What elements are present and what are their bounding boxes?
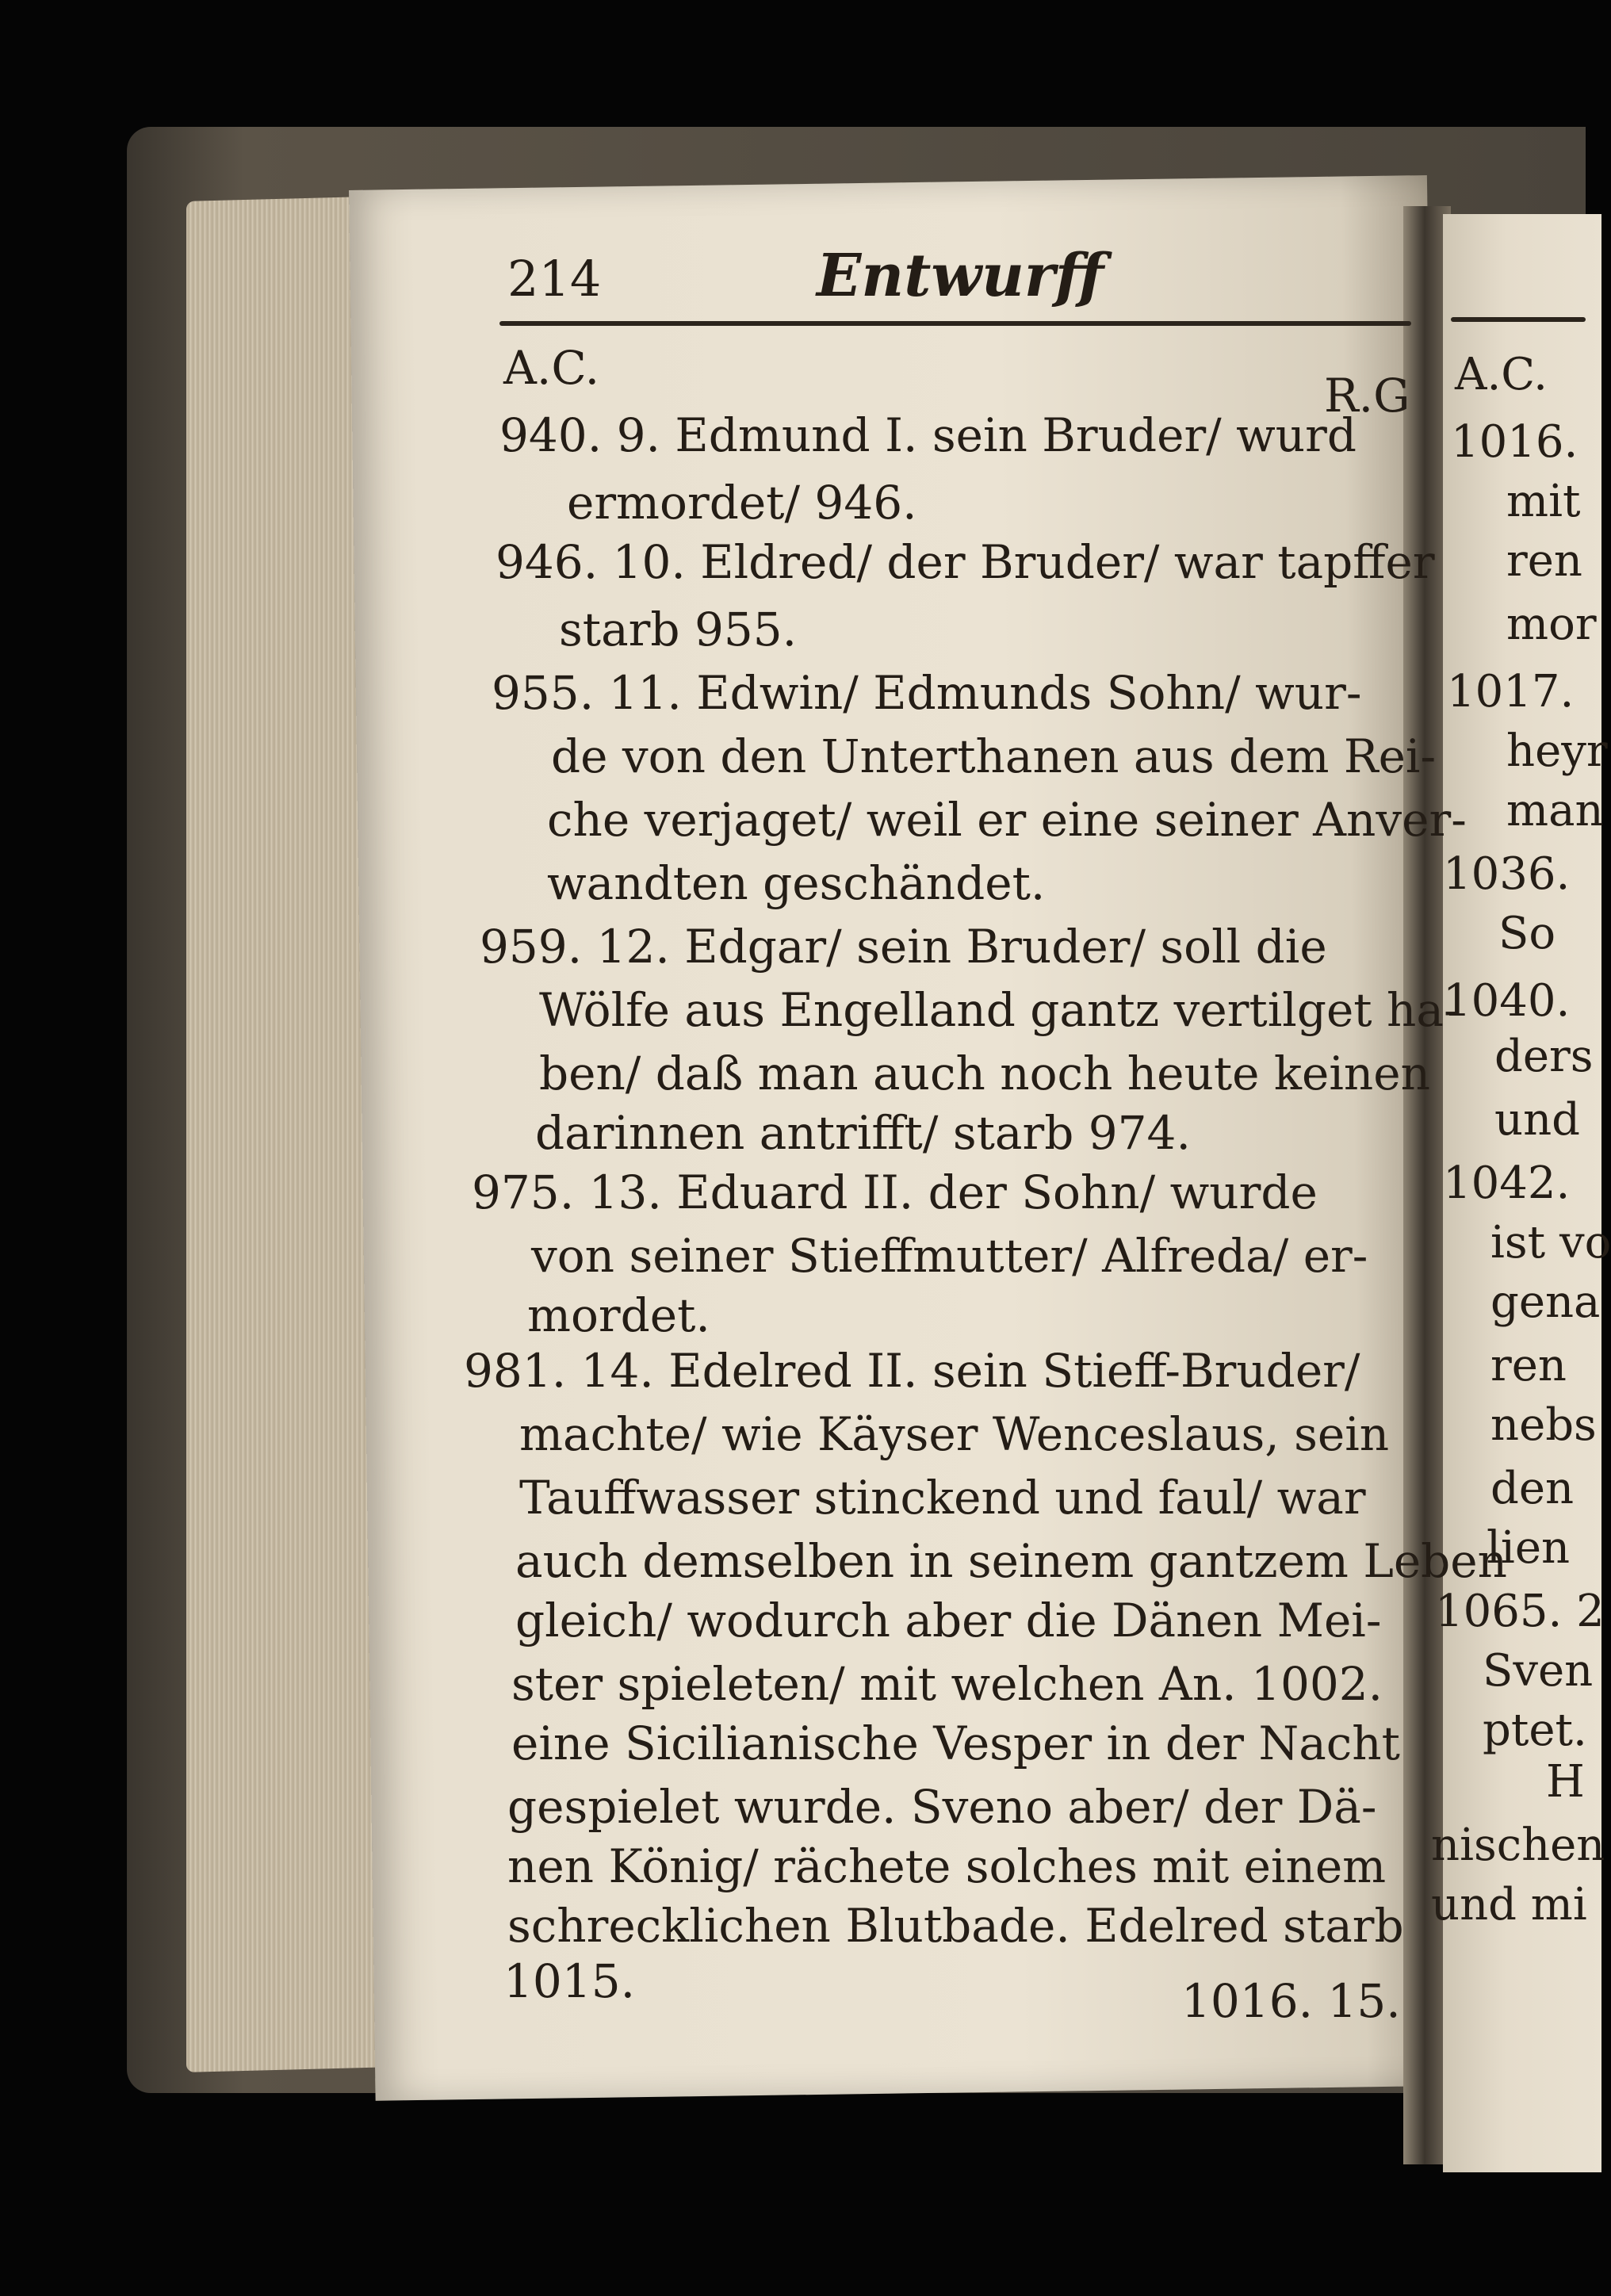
text-line: 940. 9. Edmund I. sein Bruder/ wurd — [499, 408, 1357, 462]
right-text-line: 1040. — [1443, 975, 1571, 1027]
right-text-line: und — [1494, 1094, 1580, 1146]
right-text-line: gena — [1490, 1276, 1601, 1328]
right-text-line: ren — [1490, 1340, 1567, 1391]
text-line: darinnen antrifft/ starb 974. — [535, 1106, 1191, 1160]
text-line: eine Sicilianische Vesper in der Nacht — [511, 1716, 1400, 1770]
text-line: Tauffwasser stinckend und faul/ war — [519, 1471, 1366, 1525]
header-rule — [499, 321, 1411, 326]
text-line: machte/ wie Käyser Wenceslaus, sein — [519, 1407, 1390, 1461]
text-line: 959. 12. Edgar/ sein Bruder/ soll die — [480, 920, 1327, 974]
column-label-right: R.G — [1324, 369, 1410, 423]
right-text-line: und mi — [1431, 1879, 1587, 1931]
text-line: von seiner Stieffmutter/ Alfreda/ er- — [531, 1229, 1368, 1283]
text-line: de von den Unterthanen aus dem Rei- — [551, 729, 1437, 783]
right-text-line: lien — [1487, 1522, 1571, 1574]
text-line: 981. 14. Edelred II. sein Stieff-Bruder/ — [464, 1344, 1360, 1398]
text-line: nen König/ rächete solches mit einem — [507, 1839, 1387, 1893]
right-text-line: mor — [1506, 599, 1597, 650]
page-number: 214 — [507, 250, 602, 308]
text-line: gespielet wurde. Sveno aber/ der Dä- — [507, 1780, 1377, 1834]
right-text-line: 1065. 2 — [1435, 1586, 1605, 1637]
right-text-line: heyr — [1506, 725, 1608, 777]
text-line: gleich/ wodurch aber die Dänen Mei- — [515, 1594, 1382, 1647]
catchword: 1016. 15. — [1181, 1974, 1401, 2028]
text-line: schrecklichen Blutbade. Edelred starb — [507, 1899, 1404, 1953]
text-line: Wölfe aus Engelland gantz vertilget ha- — [539, 983, 1460, 1037]
right-text-line: nischen — [1431, 1820, 1605, 1871]
right-text-line: man — [1506, 785, 1604, 836]
text-line: che verjaget/ weil er eine seiner Anver- — [547, 793, 1467, 847]
text-line: starb 955. — [559, 603, 798, 656]
right-text-line: Sven — [1483, 1645, 1594, 1697]
text-line: ermordet/ 946. — [567, 476, 917, 530]
text-line: ben/ daß man auch noch heute keinen — [539, 1047, 1430, 1100]
right-text-line: ders — [1494, 1031, 1594, 1082]
text-line: 1015. — [503, 1954, 636, 2008]
text-line: wandten geschändet. — [547, 856, 1046, 910]
text-line: 955. 11. Edwin/ Edmunds Sohn/ wur- — [492, 666, 1362, 720]
right-text-line: A.C. — [1455, 349, 1548, 400]
right-text-line: den — [1490, 1463, 1575, 1514]
right-header-rule — [1451, 317, 1586, 322]
text-line: 946. 10. Eldred/ der Bruder/ war tapffer — [496, 535, 1435, 589]
column-label-left: A.C. — [503, 341, 600, 395]
right-text-line: ist vo — [1490, 1217, 1611, 1269]
text-line: auch demselben in seinem gantzem Leben — [515, 1534, 1507, 1588]
right-text-line: H — [1546, 1756, 1585, 1808]
right-text-line: mit — [1506, 476, 1581, 527]
text-line: 975. 13. Eduard II. der Sohn/ wurde — [472, 1165, 1318, 1219]
right-text-line: 1016. — [1451, 416, 1578, 468]
right-text-line: 1017. — [1447, 666, 1575, 718]
right-text-line: nebs — [1490, 1399, 1597, 1451]
right-text-line: So — [1498, 908, 1556, 959]
text-line: ster spieleten/ mit welchen An. 1002. — [511, 1657, 1383, 1711]
running-title: Entwurff — [817, 242, 1104, 310]
text-line: mordet. — [527, 1288, 710, 1342]
right-text-line: ren — [1506, 535, 1582, 587]
right-text-line: 1036. — [1443, 848, 1571, 900]
right-text-line: 1042. — [1443, 1158, 1571, 1209]
right-text-line: ptet. — [1483, 1705, 1587, 1756]
